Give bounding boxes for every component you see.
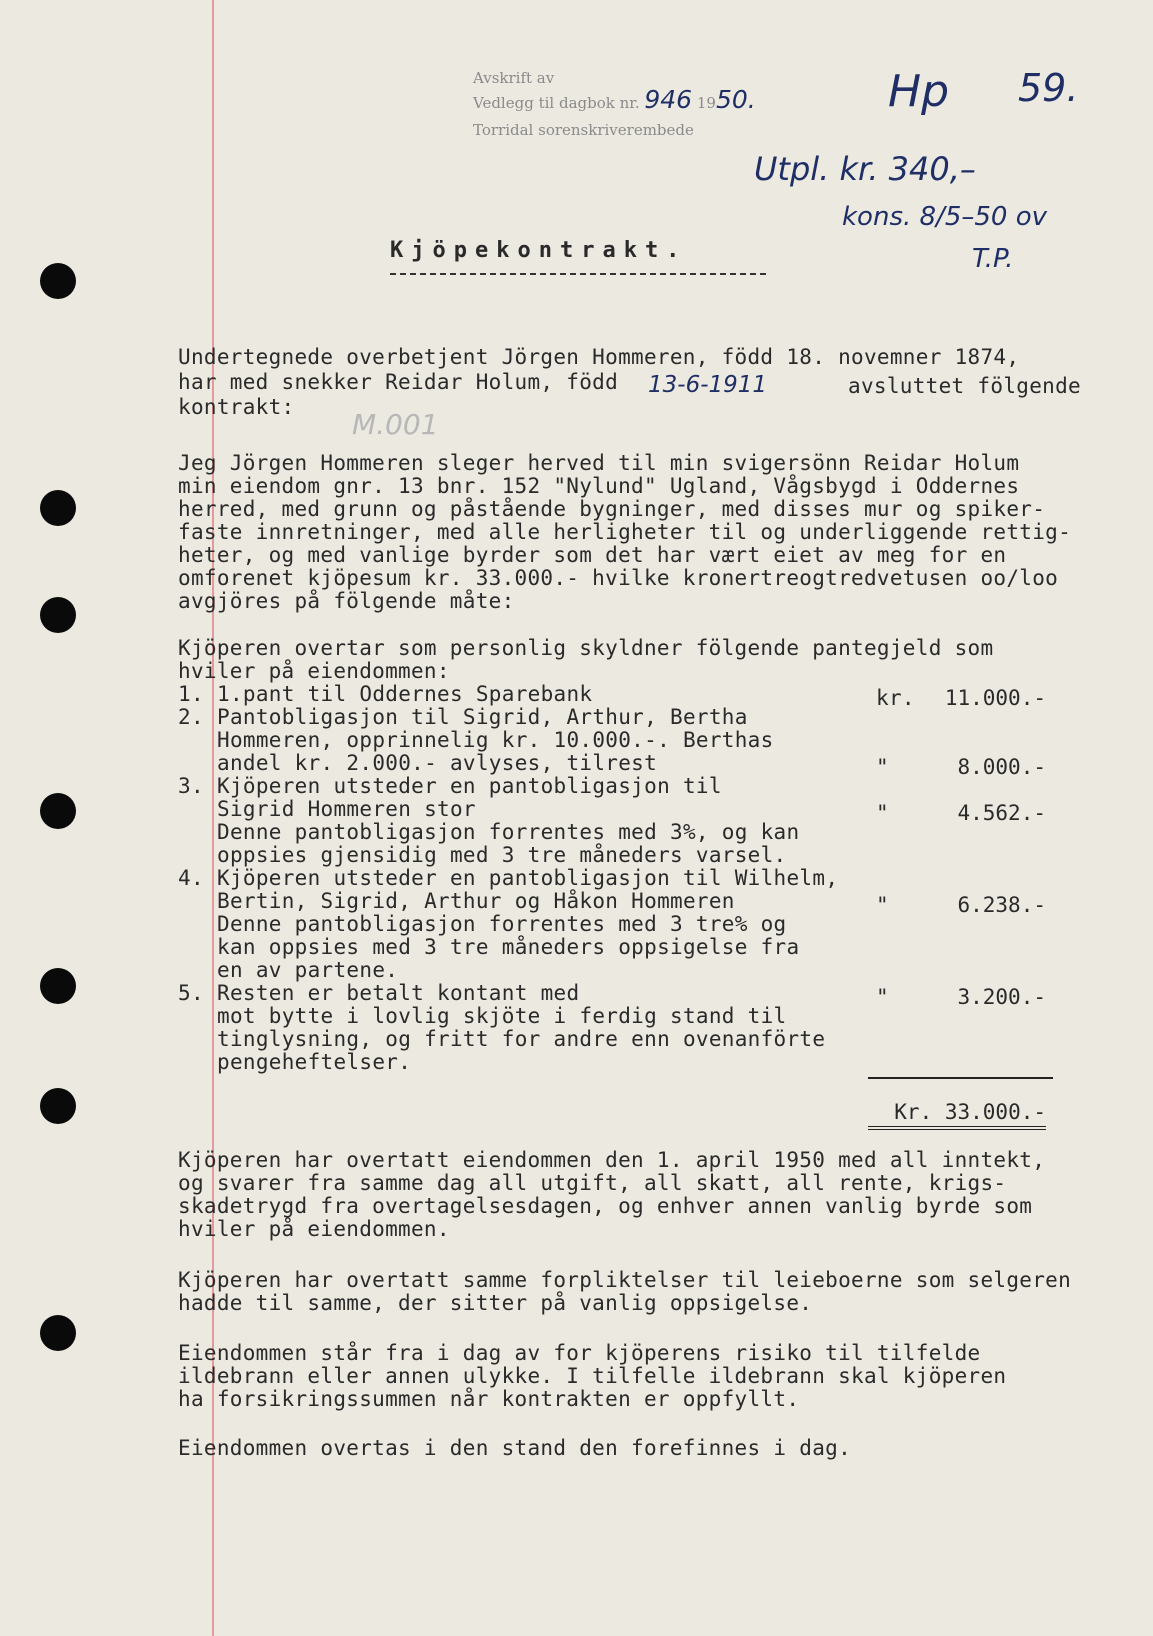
handwritten-page-number: 59. [1018,66,1079,110]
paragraph-line: Jeg Jörgen Hommeren sleger herved til min svigersönn Reidar Holum [178,451,1020,475]
item-amount-prefix: " [876,801,889,825]
paragraph-line: hviler på eiendommen. [178,1217,450,1241]
paragraph-line: herred, med grunn og påstående bygninger, med disses mur og spiker- [178,497,1046,521]
intro-line: kontrakt: [178,395,295,419]
punch-hole [40,968,76,1004]
item-line: Denne pantobligasjon forrentes med 3 tre% og [217,912,787,936]
paragraph-line: avgjöres på fölgende måte: [178,589,515,613]
handwritten-check-note: kons. 8/5–50 ov [842,202,1048,232]
punch-hole [40,793,76,829]
paragraph-line: og svarer fra samme dag all utgift, all skatt, all rente, krigs- [178,1171,1007,1195]
item-line: Sigrid Hommeren stor [217,797,476,821]
paragraph-line: Kjöperen har overtatt samme forpliktelser til leieboerne som selgeren [178,1268,1072,1292]
item-line: Resten er betalt kontant med [217,981,580,1005]
stamp-line2: Vedlegg til [473,94,555,112]
item-line: en av partene. [217,958,399,982]
title-underline [390,273,766,275]
document-title: Kjöpekontrakt. [390,238,688,263]
punch-hole [40,1315,76,1351]
item-line: Pantobligasjon til Sigrid, Arthur, Bertha [217,705,748,729]
faint-margin-note: M.001 [352,408,439,441]
item-number: 2. [178,705,204,729]
sum-rule [868,1077,1053,1079]
punch-hole [40,1088,76,1124]
item-number: 3. [178,774,204,798]
intro-line: Undertegnede overbetjent Jörgen Hommeren, född 18. novemner 1874, [178,345,1020,369]
punch-hole [40,263,76,299]
item-amount: 4.562.- [957,801,1046,825]
item-amount-prefix: " [876,755,889,779]
paragraph-line: heter, og med vanlige byrder som det har vært eiet av meg for en [178,543,1007,567]
item-line: Hommeren, opprinnelig kr. 10.000.-. Berthas [217,728,774,752]
item-amount: 6.238.- [957,893,1046,917]
paragraph-line: Eiendommen overtas i den stand den forefinnes i dag. [178,1436,852,1460]
item-line: tinglysning, og fritt for andre enn ovenanförte [217,1027,826,1051]
paragraph-line: Kjöperen overtar som personlig skyldner fölgende pantegjeld som [178,636,994,660]
item-number: 1. [178,682,204,706]
item-line: Denne pantobligasjon forrentes med 3%, og kan [217,820,800,844]
stamp-year-suffix: 50. [715,85,756,114]
total-amount: Kr. 33.000.- [868,1100,1046,1130]
item-amount: 8.000.- [957,755,1046,779]
handwritten-initials: Hp [888,66,950,117]
item-line: Kjöperen utsteder en pantobligasjon til Wilhelm, [217,866,839,890]
item-line: Bertin, Sigrid, Arthur og Håkon Hommeren [217,889,735,913]
item-line: andel kr. 2.000.- avlyses, tilrest [217,751,658,775]
item-amount: 3.200.- [957,985,1046,1009]
intro-line: har med snekker Reidar Holum, född [178,370,619,394]
item-line: mot bytte i lovlig skjöte i ferdig stand til [217,1004,787,1028]
stamp-line1: Avskrift av [473,69,555,87]
stamp-dagbok-number: 946 [644,85,693,114]
paragraph-line: hviler på eiendommen: [178,659,450,683]
paragraph-line: skadetrygd fra overtagelsesdagen, og enhver annen vanlig byrde som [178,1194,1033,1218]
item-line: oppsies gjensidig med 3 tre måneders varsel. [217,843,787,867]
stamp-dagbok-label: dagbok nr. [559,94,640,112]
handwritten-registry-note: Utpl. kr. 340,– [754,150,976,188]
stamp-year-prefix: 19 [696,94,716,112]
item-amount: 11.000.- [944,686,1046,710]
item-number: 5. [178,981,204,1005]
paragraph-line: omforenet kjöpesum kr. 33.000.- hvilke kronertreogtredvetusen oo/loo [178,566,1059,590]
item-number: 4. [178,866,204,890]
paragraph-line: Kjöperen har overtatt eiendommen den 1. april 1950 med all inntekt, [178,1148,1046,1172]
paragraph-line: faste innretninger, med alle herligheter til og underliggende rettig- [178,520,1072,544]
stamp-office: Torridal sorenskriverembede [473,121,694,139]
paragraph-line: ha forsikringssummen når kontrakten er oppfyllt. [178,1387,800,1411]
item-line: Kjöperen utsteder en pantobligasjon til [217,774,722,798]
item-line: kan oppsies med 3 tre måneders oppsigelse fra [217,935,800,959]
paragraph-line: hadde til samme, der sitter på vanlig oppsigelse. [178,1291,813,1315]
item-amount-prefix: " [876,893,889,917]
punch-hole [40,490,76,526]
item-line: pengeheftelser. [217,1050,412,1074]
item-amount-prefix: kr. [876,686,915,710]
paragraph-line: min eiendom gnr. 13 bnr. 152 "Nylund" Ugland, Vågsbygd i Oddernes [178,474,1020,498]
paragraph-line: ildebrann eller annen ulykke. I tilfelle ildebrann skal kjöperen [178,1364,1007,1388]
handwritten-birth-date: 13-6-1911 [648,372,768,398]
item-line: 1.pant til Oddernes Sparebank [217,682,593,706]
handwritten-check-initials: T.P. [972,244,1014,274]
registry-stamp [473,68,756,141]
punch-hole [40,597,76,633]
item-amount-prefix: " [876,985,889,1009]
intro-line: avsluttet fölgende [848,374,1081,398]
paragraph-line: Eiendommen står fra i dag av for kjöperens risiko til tilfelde [178,1341,981,1365]
